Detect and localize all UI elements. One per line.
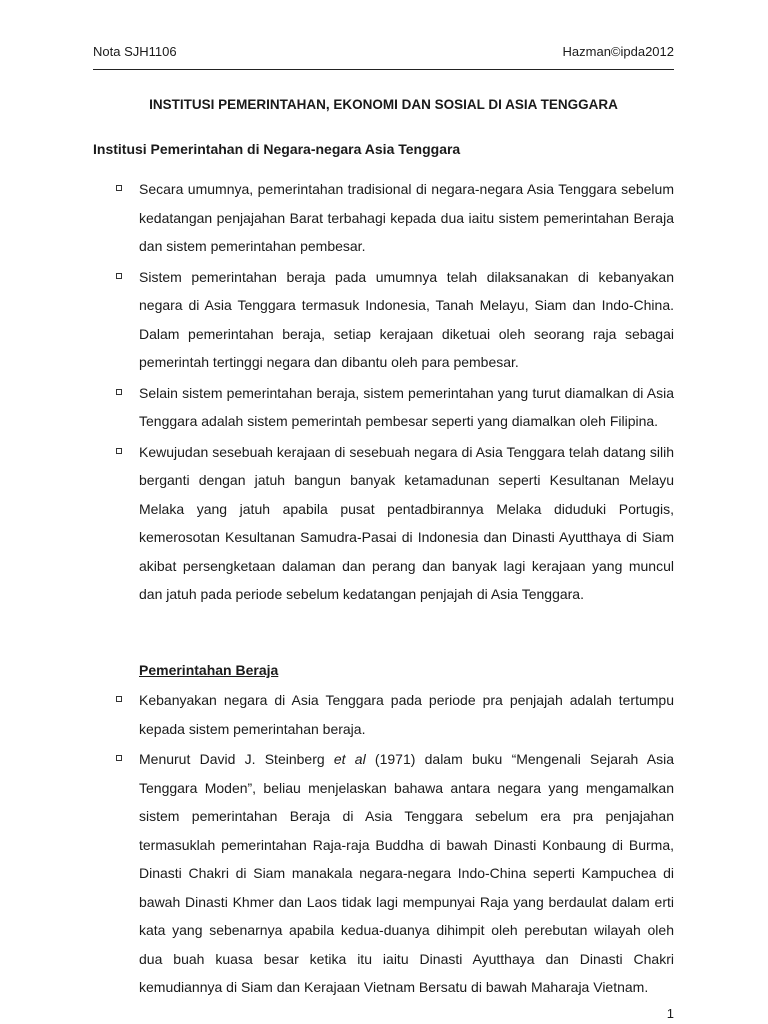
square-bullet-icon xyxy=(116,273,122,279)
citation-author: Menurut David J. Steinberg xyxy=(139,751,334,767)
square-bullet-icon xyxy=(116,448,122,454)
list-item xyxy=(93,438,674,609)
citation-et-al: et al xyxy=(333,751,366,767)
header-author: Hazman©ipda2012 xyxy=(562,44,674,59)
bullet-text: Selain sistem pemerintahan beraja, sistem pemerintahan yang turut diamalkan di Asia Tenggara adalah sistem pemerintah pembesar seperti yang diamalkan oleh Filipina. xyxy=(139,384,674,429)
header-course-code: Nota SJH1106 xyxy=(93,44,177,59)
square-bullet-icon xyxy=(116,389,122,395)
section-bullet-list xyxy=(93,175,674,611)
bullet-text: Kebanyakan negara di Asia Tenggara pada periode pra penjajah adalah tertumpu kepada sistem pemerintahan beraja. xyxy=(139,692,674,737)
bullet-text: Kewujudan sesebuah kerajaan di sesebuah negara di Asia Tenggara telah datang silih berganti dengan jatuh bangun banyak ketamadunan seperti Kesultanan Melayu Melaka yang jatuh apabila pusat pentadbirannya Melaka diduduki Portugis, kemerosotan Kesultanan Samudra-Pasai di Indonesia dan Dinasti Ayutthaya di Siam akibat persengketaan dalaman dan perang dan banyak lagi kerajaan yang muncul dan jatuh pada periode sebelum kedatangan penjajah di Asia Tenggara. xyxy=(139,443,674,602)
square-bullet-icon xyxy=(116,755,122,761)
list-item xyxy=(93,745,674,1002)
list-item xyxy=(93,379,674,436)
document-title: INSTITUSI PEMERINTAHAN, EKONOMI DAN SOSIAL DI ASIA TENGGARA xyxy=(149,97,618,112)
square-bullet-icon xyxy=(116,696,122,702)
bullet-text: Sistem pemerintahan beraja pada umumnya telah dilaksanakan di kebanyakan negara di Asia Tenggara termasuk Indonesia, Tanah Melayu, Siam dan Indo-China. Dalam pemerintahan beraja, setiap kerajaan diketuai oleh seorang raja sebagai pemerintah tertinggi negara dan dibantu oleh para pembesar. xyxy=(139,268,674,370)
square-bullet-icon xyxy=(116,185,122,191)
page-header xyxy=(93,44,674,64)
subsection-bullet-list xyxy=(93,686,674,1004)
bullet-text xyxy=(139,751,674,995)
list-item xyxy=(93,686,674,743)
list-item xyxy=(93,175,674,261)
list-item xyxy=(93,263,674,377)
bullet-text: Secara umumnya, pemerintahan tradisional di negara-negara Asia Tenggara sebelum kedatangan penjajahan Barat terbahagi kepada dua iaitu sistem pemerintahan Beraja dan sistem pemerintahan pembesar. xyxy=(139,181,674,254)
subsection-heading: Pemerintahan Beraja xyxy=(139,662,279,678)
citation-body: (1971) dalam buku “Mengenali Sejarah Asia Tenggara Moden”, beliau menjelaskan bahawa antara negara yang mengamalkan sistem pemerintahan Beraja di Asia Tenggara sebelum era pra penjajahan termasuklah pemerintahan Raja-raja Buddha di bawah Dinasti Konbaung di Burma, Dinasti Chakri di Siam manakala negara-negara Indo-China seperti Kampuchea di bawah Dinasti Khmer dan Laos tidak lagi mempunyai Raja yang berdaulat dalam erti kata yang sebenarnya apabila kedua-duanya dihimpit oleh perebutan wilayah oleh dua buah kuasa besar ketika itu iaitu Dinasti Ayutthaya dan Dinasti Chakri kemudiannya di Siam dan Kerajaan Vietnam Bersatu di bawah Maharaja Vietnam. xyxy=(139,751,675,995)
header-divider xyxy=(93,69,674,70)
page-number: 1 xyxy=(666,1006,674,1021)
section-heading: Institusi Pemerintahan di Negara-negara Asia Tenggara xyxy=(93,141,461,157)
